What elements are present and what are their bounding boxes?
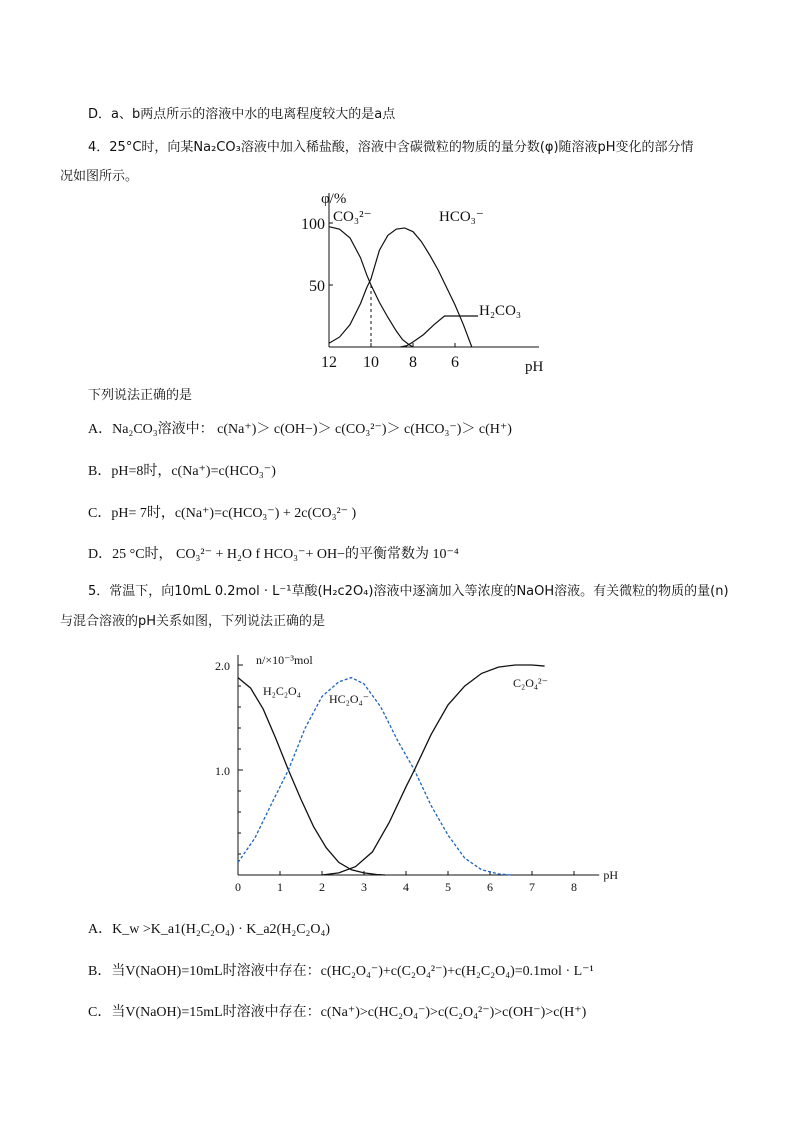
y-axis-label: φ/% (321, 191, 347, 207)
oxalate-species-chart (200, 645, 620, 895)
series-line (238, 678, 511, 875)
legend-co3: CO₃²⁻ (333, 209, 372, 225)
q5-option-c: C．当V(NaOH)=15mL时溶液中存在：c(Na⁺)>c(HC₂O₄⁻)>c(C₂O₄²⁻)>c(OH⁻)>c(H⁺) (88, 1005, 587, 1020)
q3-option-d: D．a、b两点所示的溶液中水的电离程度较大的是a点 (88, 107, 396, 122)
series-line (329, 228, 472, 347)
y-tick-label: 100 (301, 216, 325, 233)
q5-stem-line1: 5．常温下，向10mL 0.2mol · L⁻¹草酸(H₂c2O₄)溶液中逐滴加入等浓度的NaOH溶液。有关微粒的物质的量(n) (88, 584, 729, 599)
x-tick-label: 8 (409, 354, 417, 371)
q4-option-d: D．25 °C时， CO₃²⁻ + H₂O f HCO₃⁻+ OH−的平衡常数为 10⁻⁴ (88, 547, 459, 562)
y-tick-label: 50 (309, 278, 325, 295)
x-tick-label: 6 (487, 880, 493, 894)
q4-stem-line1: 4．25°C时，向某Na₂CO₃溶液中加入稀盐酸，溶液中含碳微粒的物质的量分数(φ)随溶液pH变化的部分情 (88, 140, 694, 155)
legend-hco3: HCO₃⁻ (439, 209, 484, 225)
x-tick-label: 6 (451, 354, 459, 371)
x-tick-label: 4 (403, 880, 409, 894)
x-tick-label: 12 (321, 354, 337, 371)
q4-stem-line2: 况如图所示。 (60, 169, 139, 184)
q5-option-b: B．当V(NaOH)=10mL时溶液中存在：c(HC₂O₄⁻)+c(C₂O₄²⁻)+c(H₂C₂O₄)=0.1mol · L⁻¹ (88, 964, 594, 979)
q4-prompt: 下列说法正确的是 (88, 388, 193, 403)
legend-c2o4: C₂O₄²⁻ (513, 676, 548, 690)
x-tick-label: 5 (445, 880, 451, 894)
x-axis-label: pH (603, 868, 619, 882)
x-tick-label: 7 (529, 880, 535, 894)
q4-option-b: B．pH=8时，c(Na⁺)=c(HCO₃⁻) (88, 464, 276, 479)
legend-h2co3: H₂CO₃ (479, 303, 522, 319)
legend-h2c2o4: H₂C₂O₄ (263, 684, 301, 698)
x-axis-label: pH (525, 359, 544, 375)
x-tick-label: 0 (235, 880, 241, 894)
y-tick-label: 2.0 (215, 659, 230, 673)
q5-stem-line2: 与混合溶液的pH关系如图，下列说法正确的是 (60, 614, 326, 629)
y-axis-label: n/×10⁻³mol (256, 653, 313, 667)
x-tick-label: 8 (571, 880, 577, 894)
y-tick-label: 1.0 (215, 764, 230, 778)
x-tick-label: 3 (361, 880, 367, 894)
q4-option-a: A．Na₂CO₃溶液中： c(Na⁺)＞ c(OH−)＞ c(CO₃²⁻)＞ c(HCO₃⁻)＞ c(H⁺) (88, 422, 512, 437)
legend-hc2o4: HC₂O₄⁻ (329, 692, 370, 706)
q5-option-a: A．K_w >K_a1(H₂C₂O₄) · K_a2(H₂C₂O₄) (88, 922, 331, 937)
q4-option-c: C．pH= 7时，c(Na⁺)=c(HCO₃⁻) + 2c(CO₃²⁻ ) (88, 506, 357, 521)
x-tick-label: 2 (319, 880, 325, 894)
x-tick-label: 1 (277, 880, 283, 894)
co3-speciation-chart (285, 185, 565, 375)
series-line (238, 678, 385, 875)
x-tick-label: 10 (363, 354, 379, 371)
